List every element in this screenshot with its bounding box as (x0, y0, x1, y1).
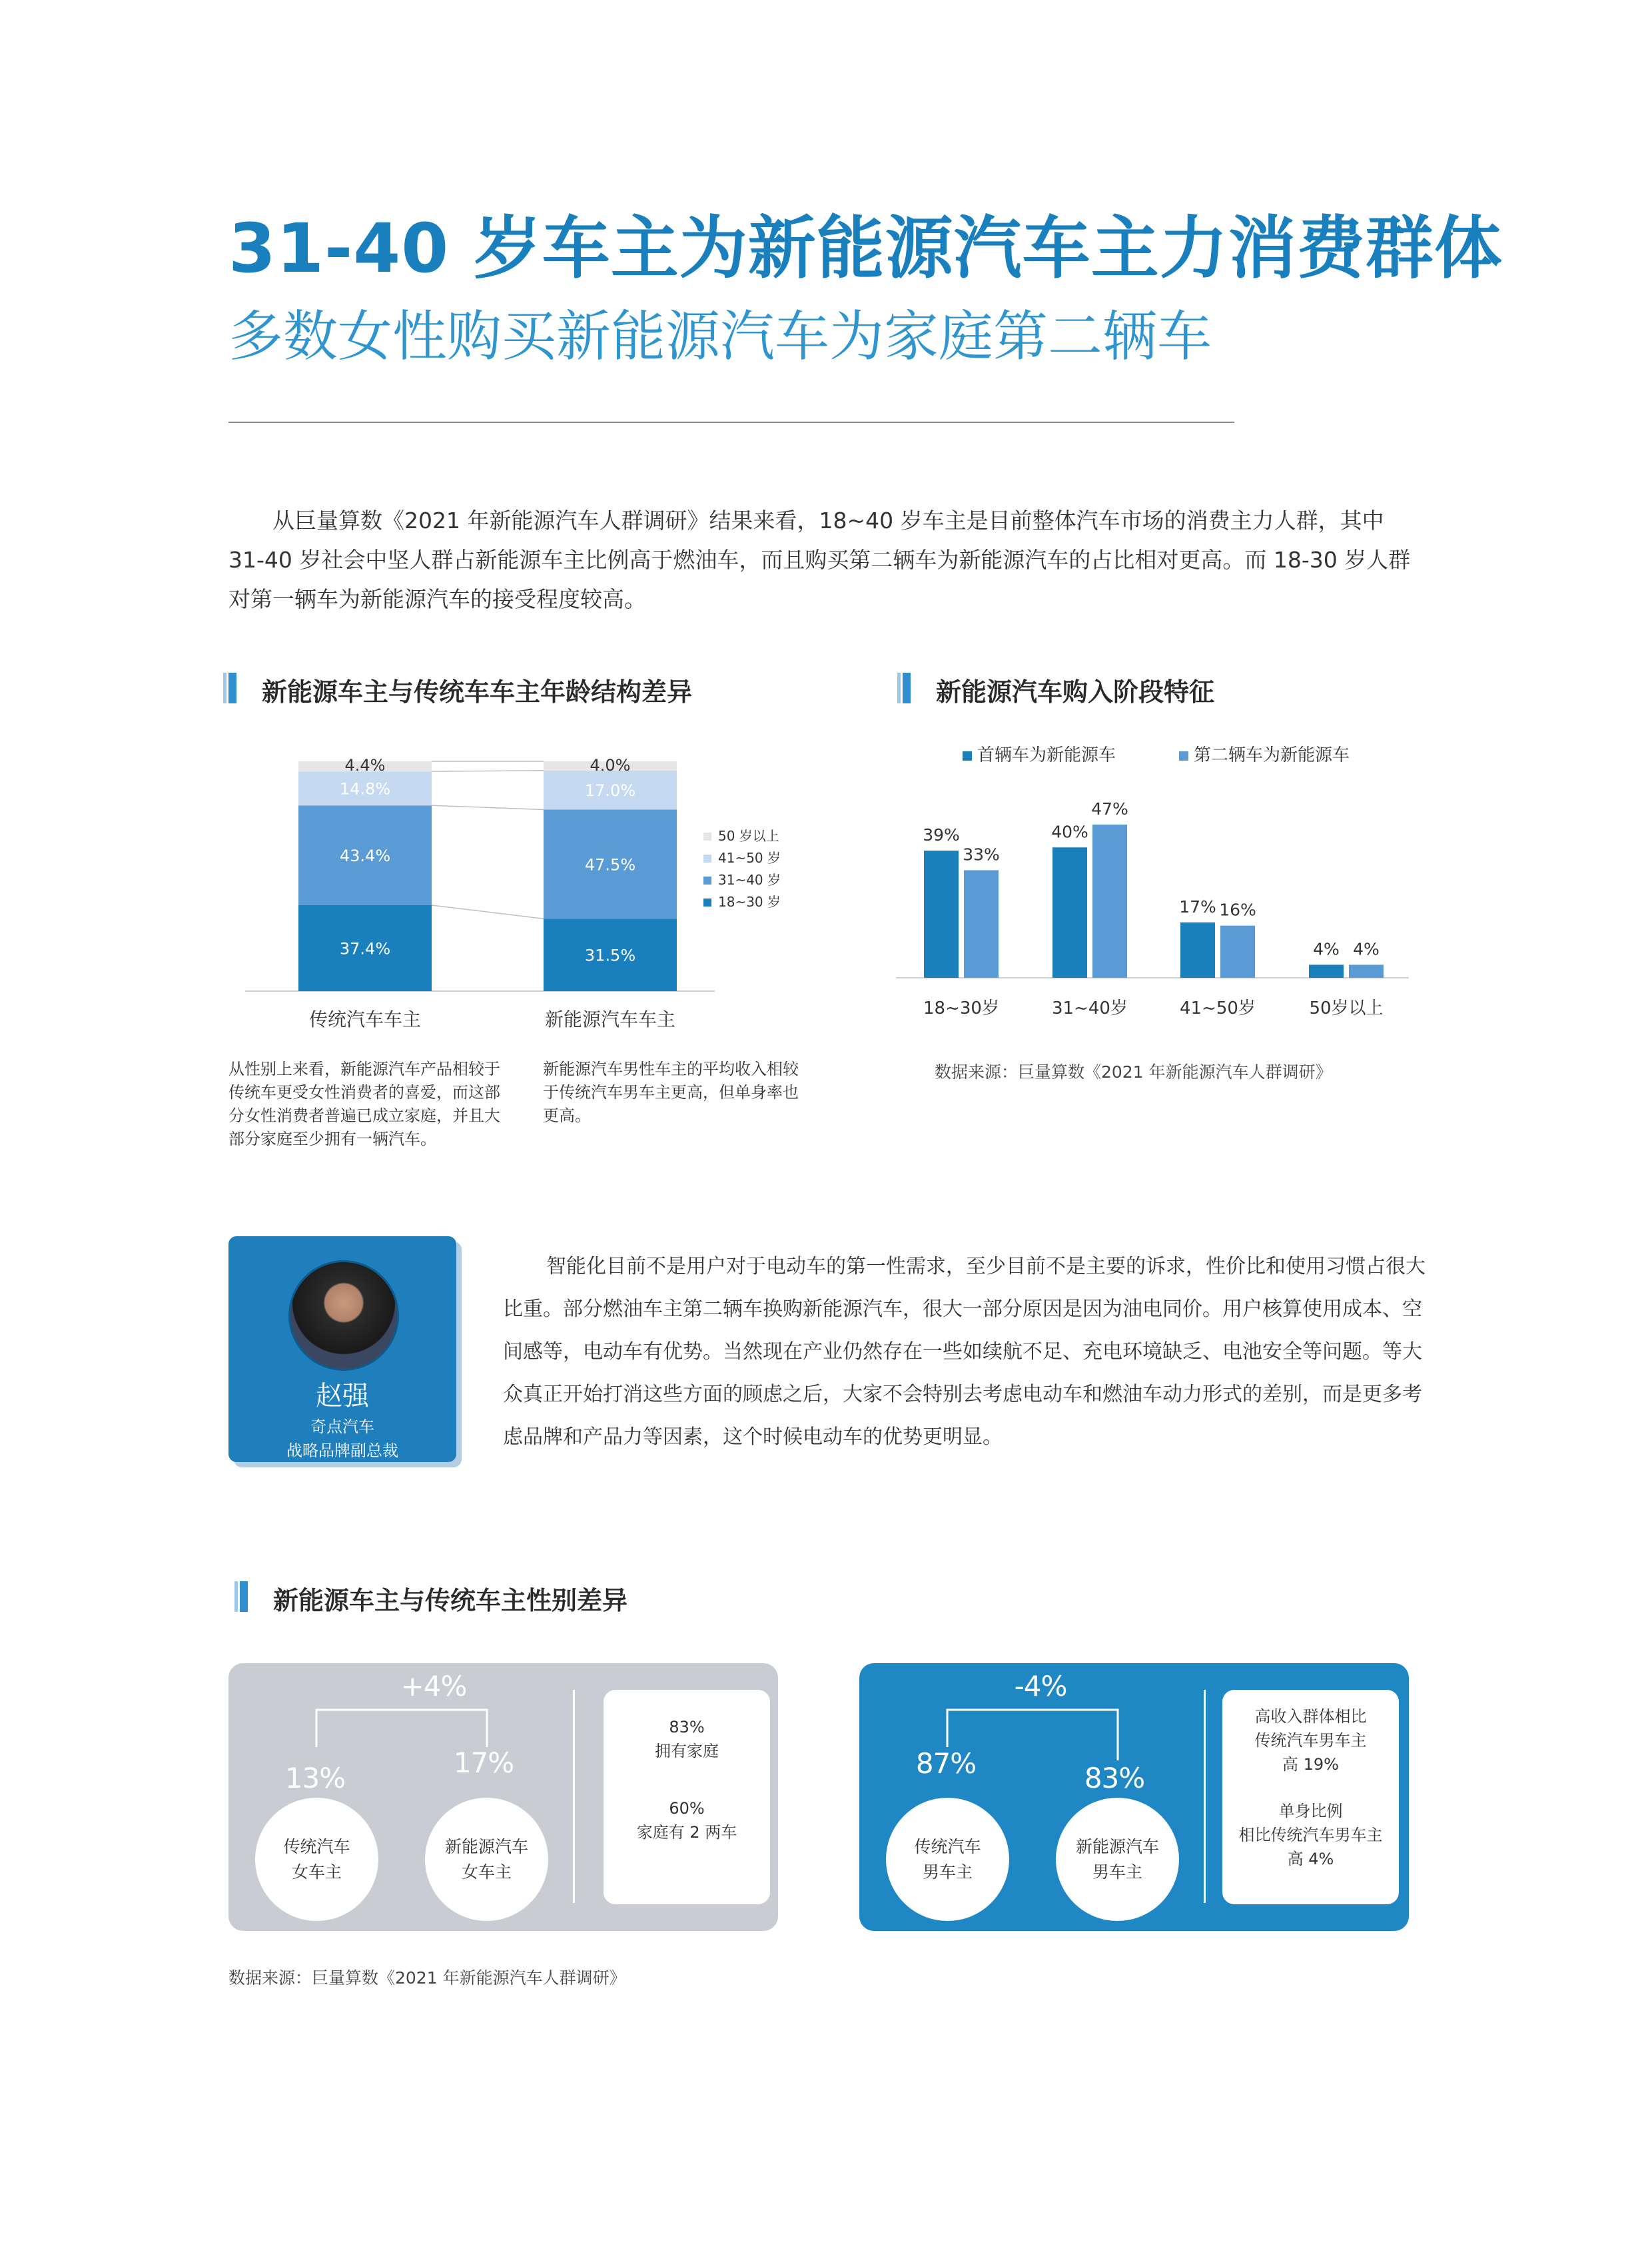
legend-label: 首辆车为新能源车 (977, 745, 1116, 765)
legend-label: 41~50 岁 (718, 850, 781, 866)
data-label: 16% (1219, 900, 1256, 920)
circle-label: 新能源汽车 (444, 1836, 528, 1856)
section-heading-text: 新能源车主与传统车车主年龄结构差异 (262, 677, 693, 707)
connector-line (432, 905, 544, 919)
section-heading-purchase-stage (936, 671, 1214, 708)
circle-label: 女车主 (291, 1862, 342, 1882)
data-label: 17.0% (584, 781, 636, 801)
legend-label: 31~40 岁 (718, 872, 781, 888)
female-traditional-pct: 13% (284, 1762, 346, 1794)
divider (228, 422, 1234, 423)
bar (924, 851, 959, 978)
circle-label: 男车主 (922, 1862, 973, 1882)
purchase-stage-grouped-chart (893, 739, 1439, 1046)
bar (1349, 964, 1384, 978)
interviewee-name: 赵强 (316, 1381, 369, 1411)
circle-label: 新能源汽车 (1075, 1836, 1159, 1856)
section-heading-gender (273, 1580, 627, 1617)
category-label: 50岁以上 (1309, 998, 1384, 1018)
female-nev-pct: 17% (453, 1746, 514, 1779)
connector-line (432, 805, 544, 809)
section-marker (228, 673, 236, 703)
legend-label: 50 岁以上 (718, 828, 779, 844)
data-label: 47.5% (584, 855, 636, 875)
info-label: 高收入群体相比 (1254, 1707, 1367, 1726)
info-label: 高 4% (1287, 1850, 1334, 1868)
age-structure-stacked-chart (228, 739, 828, 1046)
male-info-box (1222, 1690, 1399, 1904)
female-comparison-panel (228, 1663, 778, 1931)
bar (1220, 926, 1255, 978)
interview-quote (503, 1246, 1429, 1459)
data-label: 39% (923, 825, 960, 845)
intro-paragraph (228, 501, 1421, 619)
circle-traditional-male (886, 1798, 1009, 1921)
info-label: 高 19% (1282, 1755, 1339, 1774)
info-label: 单身比例 (1278, 1802, 1343, 1820)
note-female-preference: 从性别上来看，新能源汽车产品相较于传统车更受女性消费者的喜爱，而这部分女性消费者普遍已成立家庭，并且大部分家庭至少拥有一辆汽车。 (228, 1060, 500, 1148)
data-label: 4% (1313, 939, 1340, 959)
page-title: 31-40 岁车主为新能源汽车主力消费群体 (228, 209, 1503, 288)
bar (1092, 825, 1127, 978)
legend-swatch (703, 899, 711, 907)
category-label: 传统汽车车主 (308, 1008, 422, 1030)
section-marker (240, 1581, 248, 1612)
data-label: 40% (1051, 822, 1088, 842)
male-nev-pct: 83% (1084, 1762, 1145, 1794)
info-label: 相比传统汽车男车主 (1238, 1826, 1383, 1844)
bar (1180, 923, 1215, 978)
circle-traditional-female (255, 1798, 378, 1921)
data-label: 4% (1353, 939, 1380, 959)
panel-divider (1204, 1690, 1206, 1903)
male-diff: -4% (1014, 1670, 1067, 1702)
legend-swatch (703, 855, 711, 863)
info-label: 传统汽车男车主 (1254, 1731, 1367, 1750)
data-label: 4.4% (344, 756, 386, 775)
data-label: 17% (1179, 897, 1216, 917)
category-label: 18~30岁 (923, 998, 999, 1018)
male-comparison-panel (859, 1663, 1409, 1931)
section-heading-text: 新能源车主与传统车主性别差异 (273, 1586, 628, 1615)
category-label: 41~50岁 (1180, 998, 1256, 1018)
page-subtitle: 多数女性购买新能源汽车为家庭第二辆车 (228, 305, 1212, 368)
data-label: 43.4% (339, 847, 391, 866)
interviewee-company: 奇点汽车 (310, 1417, 374, 1436)
legend-swatch (1179, 751, 1188, 761)
section-heading-age-structure (262, 671, 692, 708)
category-label: 31~40岁 (1052, 998, 1128, 1018)
circle-nev-female (425, 1798, 548, 1921)
female-diff: +4% (400, 1670, 467, 1702)
section-heading-text: 新能源汽车购入阶段特征 (936, 677, 1215, 707)
female-info-box (604, 1690, 770, 1904)
circle-label: 女车主 (461, 1862, 512, 1882)
legend-swatch (703, 833, 711, 841)
data-label: 31.5% (584, 946, 636, 965)
bracket-connector (315, 1708, 528, 1748)
interviewee-role: 战略品牌副总裁 (286, 1441, 398, 1460)
data-source: 数据来源：巨量算数《2021 年新能源汽车人群调研》 (228, 1968, 626, 1988)
legend-label: 第二辆车为新能源车 (1194, 745, 1350, 765)
quote-text: 智能化目前不是用户对于电动车的第一性需求，至少目前不是主要的诉求，性价比和使用习惯占很大比重。部分燃油车主第二辆车换购新能源汽车，很大一部分原因是因为油电同价。用户核算使用成本、空间感等，电动车有优势。当然现在产业仍然存在一些如续航不足、充电环境缺乏、电池安全等问题。等大众真正开始打消这些方面的顾虑之后，大家不会特别去考虑电动车和燃油车动力形式的差别，而是更多考虑品牌和产品力等因素，这个时候电动车的优势更明显。 (503, 1255, 1426, 1449)
bar (1052, 847, 1087, 978)
data-label: 37.4% (339, 939, 391, 958)
bar (964, 871, 999, 978)
legend-swatch (963, 751, 972, 761)
info-label: 家庭有 2 两车 (636, 1823, 737, 1842)
note-male-income: 新能源汽车男性车主的平均收入相较于传统汽车男车主更高，但单身率也更高。 (543, 1060, 799, 1125)
section-marker (903, 673, 911, 703)
male-traditional-pct: 87% (915, 1747, 977, 1780)
info-value: 83% (669, 1718, 705, 1736)
circle-label: 传统汽车 (914, 1836, 981, 1856)
avatar (288, 1260, 399, 1371)
data-label: 33% (963, 845, 1000, 865)
panel-divider (573, 1690, 575, 1903)
data-label: 47% (1091, 799, 1128, 819)
legend-swatch (703, 877, 711, 885)
legend-label: 18~30 岁 (718, 894, 781, 910)
bar (1309, 964, 1344, 978)
info-label: 拥有家庭 (655, 1742, 719, 1760)
intro-text: 从巨量算数《2021 年新能源汽车人群调研》结果来看，18~40 岁车主是目前整体汽车市场的消费主力人群，其中 31-40 岁社会中坚人群占新能源车主比例高于燃油车，而且购买第二辆车为新能源汽车的占比相对更高。而 18-30 岁人群对第一辆车为新能源汽车的接受程度较高。 (228, 508, 1411, 612)
data-label: 4.0% (590, 756, 631, 775)
circle-nev-male (1056, 1798, 1179, 1921)
interviewee-card (228, 1236, 456, 1462)
circle-label: 男车主 (1092, 1862, 1142, 1882)
info-value: 60% (669, 1799, 705, 1818)
data-source: 数据来源：巨量算数《2021 年新能源汽车人群调研》 (935, 1062, 1332, 1082)
circle-label: 传统汽车 (283, 1836, 350, 1856)
data-label: 14.8% (339, 779, 391, 799)
category-label: 新能源汽车车主 (544, 1008, 676, 1030)
